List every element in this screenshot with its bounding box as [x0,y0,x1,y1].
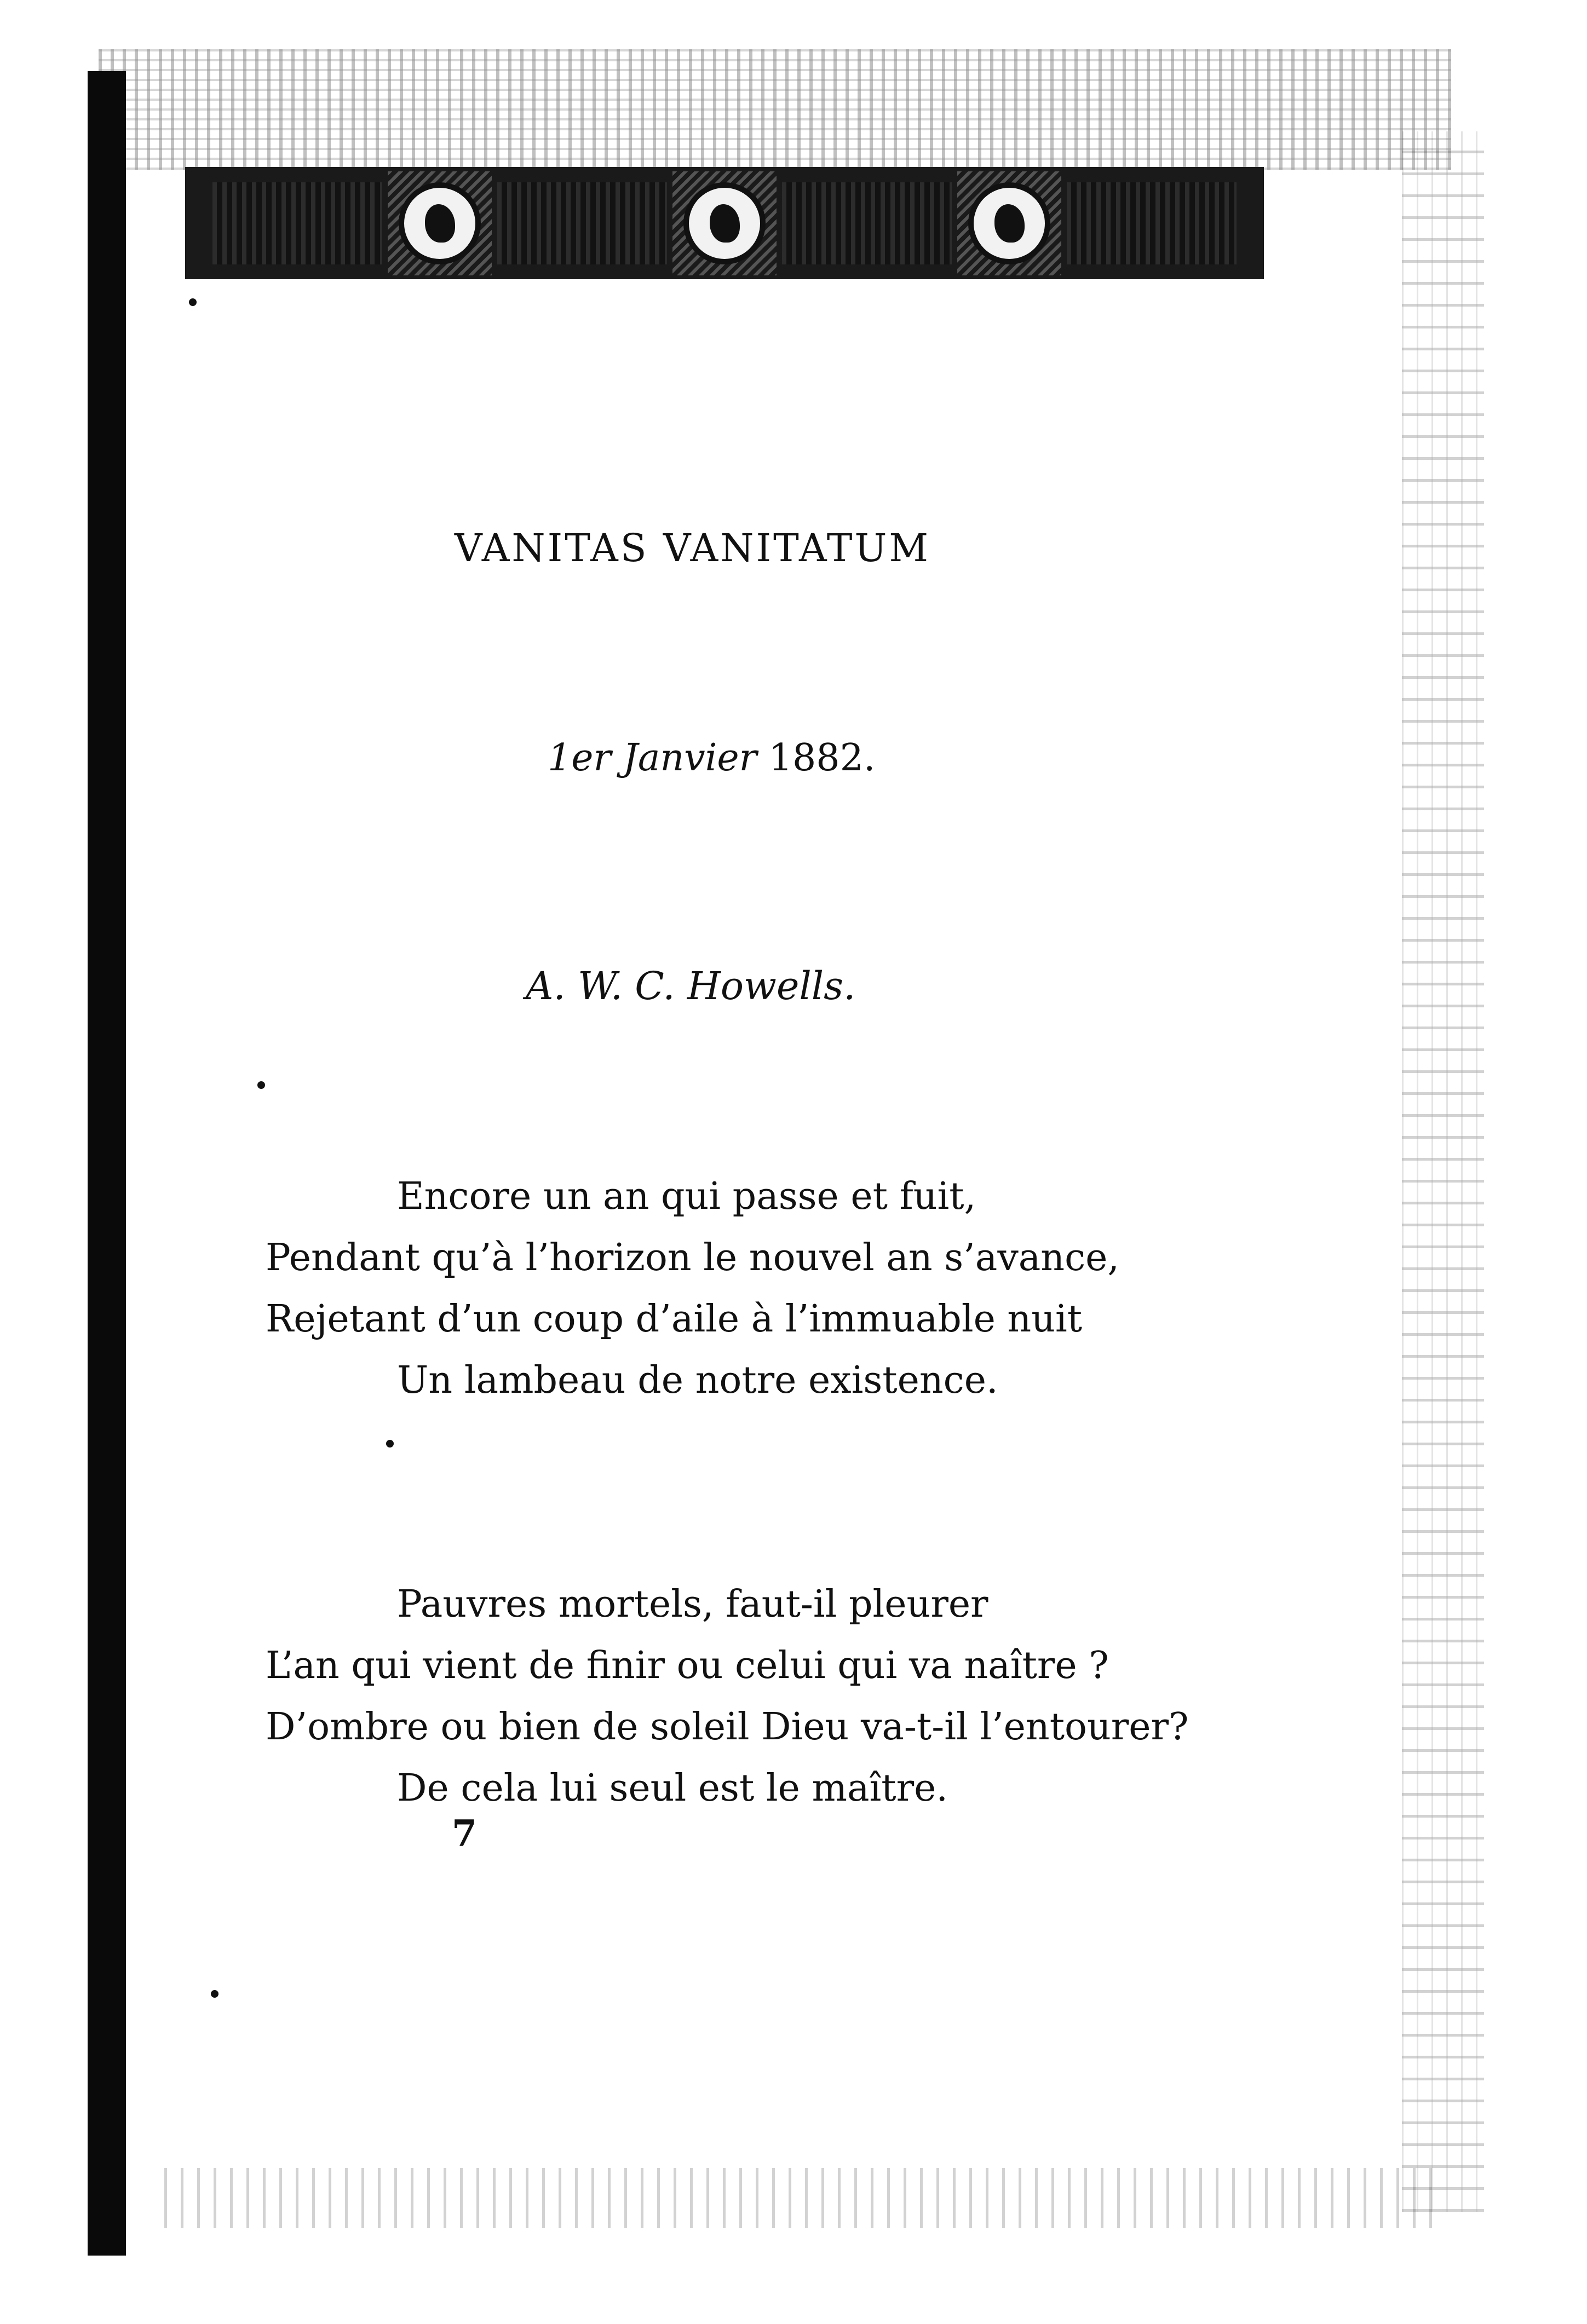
ink-speck [257,1081,265,1089]
poem-dedication: A. W. C. Howells. [526,964,856,1008]
ink-speck [189,298,197,306]
scan-edge-noise-top [99,49,1451,170]
poem-title: VANITAS VANITATUM [455,526,931,570]
verse-line: Encore un an qui passe et fuit, [397,1175,976,1218]
stanza-1 [266,1166,1119,1411]
verse-line: Rejetant d’un coup d’aile à l’immuable nuit [266,1297,1083,1341]
page-number: 7 [452,1812,477,1855]
ornament-panel [1067,182,1237,264]
ornament-medallion-center [672,171,777,275]
verse-line: Un lambeau de notre existence. [397,1359,998,1402]
ornament-panel [212,182,382,264]
ornament-medallion-right [957,171,1061,275]
ornament-medallion-left [388,171,492,275]
ornament-panel [782,182,952,264]
scan-edge-noise-right [1402,131,1484,2212]
verse-line: L’an qui vient de finir ou celui qui va naître ? [266,1644,1109,1687]
verse-line: D’ombre ou bien de soleil Dieu va-t-il l’entourer? [266,1705,1189,1749]
ink-speck [386,1440,394,1448]
ornament-panel [497,182,667,264]
verse-line: Pauvres mortels, faut-il pleurer [397,1583,988,1626]
binding-shadow [88,71,126,2256]
verse-line: De cela lui seul est le maître. [397,1767,948,1810]
date-day: 1er [548,736,612,780]
verse-line: Pendant qu’à l’horizon le nouvel an s’avance, [266,1236,1120,1279]
poem-date [548,736,875,780]
ornamental-header-band [185,167,1264,279]
ink-speck [211,1990,219,1998]
stanza-2 [266,1574,1189,1819]
scan-edge-noise-bottom [164,2168,1440,2228]
date-month: Janvier [623,736,757,780]
date-year: 1882. [768,736,876,780]
